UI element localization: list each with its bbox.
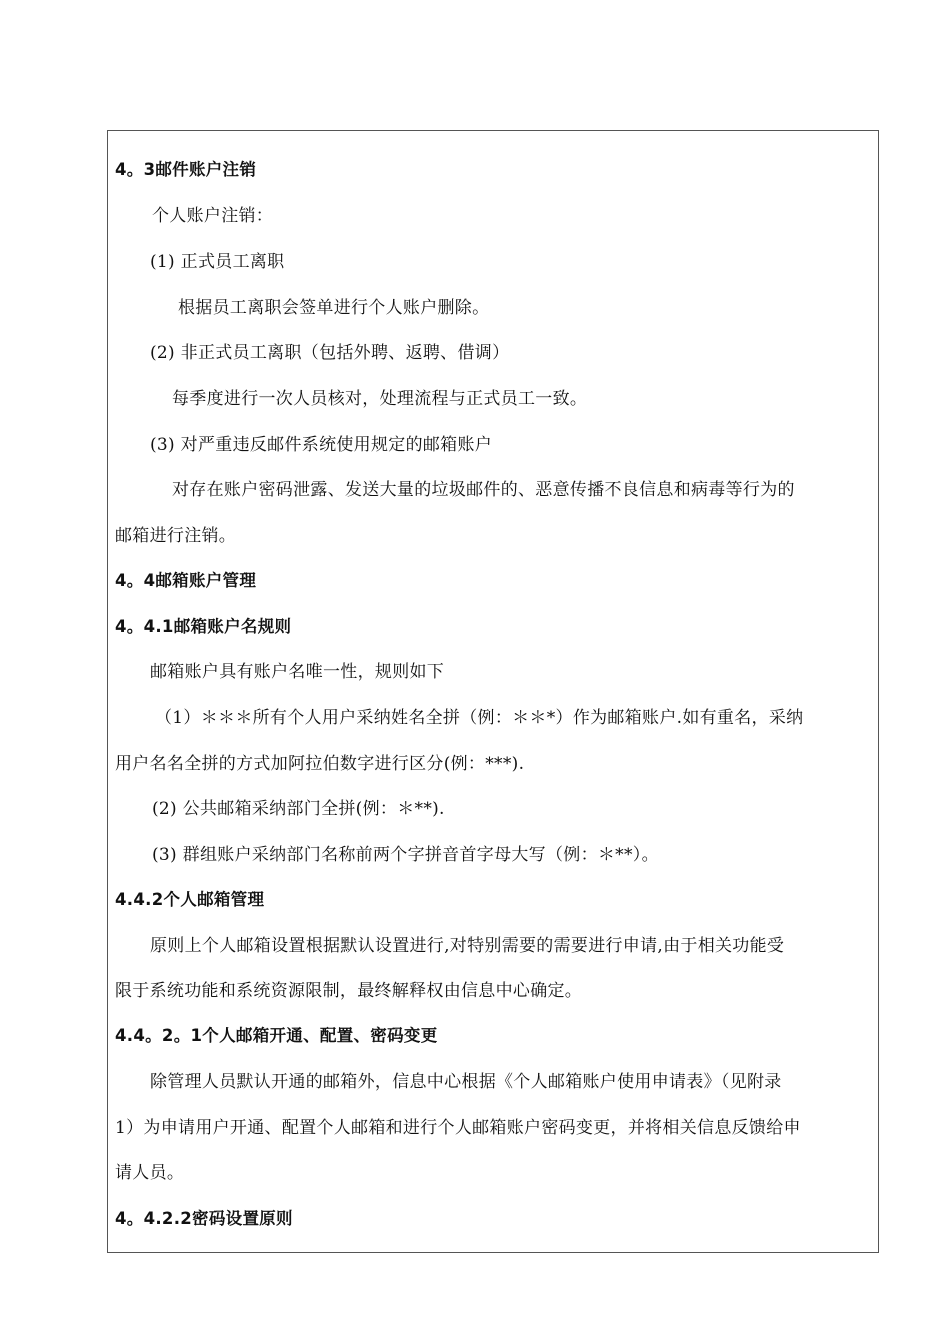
paragraph: 邮箱账户具有账户名唯一性，规则如下 (150, 662, 445, 682)
paragraph-line: 对存在账户密码泄露、发送大量的垃圾邮件的、恶意传播不良信息和病毒等行为的 (172, 480, 795, 500)
paragraph-line: 限于系统功能和系统资源限制，最终解释权由信息中心确定。 (115, 981, 583, 1001)
section-heading-4-4-2-2: 4。4.2.2密码设置原则 (115, 1209, 293, 1228)
list-item-line: （1）＊＊＊所有个人用户采纳姓名全拼（例：＊＊*）作为邮箱账户.如有重名，采纳 (155, 708, 804, 728)
section-heading-4-4-1: 4。4.1邮箱账户名规则 (115, 617, 292, 636)
paragraph-line: 请人员。 (115, 1163, 185, 1183)
list-item: (1) 正式员工离职 (150, 252, 285, 272)
paragraph: 个人账户注销： (152, 206, 274, 226)
section-heading-4-3: 4。3邮件账户注销 (115, 160, 257, 179)
paragraph: 根据员工离职会签单进行个人账户删除。 (178, 298, 490, 318)
paragraph-line: 原则上个人邮箱设置根据默认设置进行,对特别需要的需要进行申请,由于相关功能受 (150, 936, 785, 956)
paragraph-line: 除管理人员默认开通的邮箱外，信息中心根据《个人邮箱账户使用申请表》（见附录 (150, 1072, 782, 1092)
section-heading-4-4-2: 4.4.2个人邮箱管理 (115, 890, 265, 909)
list-item-line: 用户名名全拼的方式加阿拉伯数字进行区分(例：***). (115, 754, 525, 774)
list-item: (2) 非正式员工离职（包括外聘、返聘、借调） (150, 343, 510, 363)
section-heading-4-4: 4。4邮箱账户管理 (115, 571, 257, 590)
paragraph: 每季度进行一次人员核对，处理流程与正式员工一致。 (172, 389, 588, 409)
list-item: (3) 群组账户采纳部门名称前两个字拼音首字母大写（例：＊**）。 (152, 845, 659, 865)
list-item: (3) 对严重违反邮件系统使用规定的邮箱账户 (150, 435, 493, 455)
list-item: (2) 公共邮箱采纳部门全拼(例：＊**). (152, 799, 445, 819)
paragraph-line: 1）为申请用户开通、配置个人邮箱和进行个人邮箱账户密码变更，并将相关信息反馈给申 (115, 1118, 801, 1138)
paragraph-line: 邮箱进行注销。 (115, 526, 237, 546)
section-heading-4-4-2-1: 4.4。2。1个人邮箱开通、配置、密码变更 (115, 1026, 438, 1045)
